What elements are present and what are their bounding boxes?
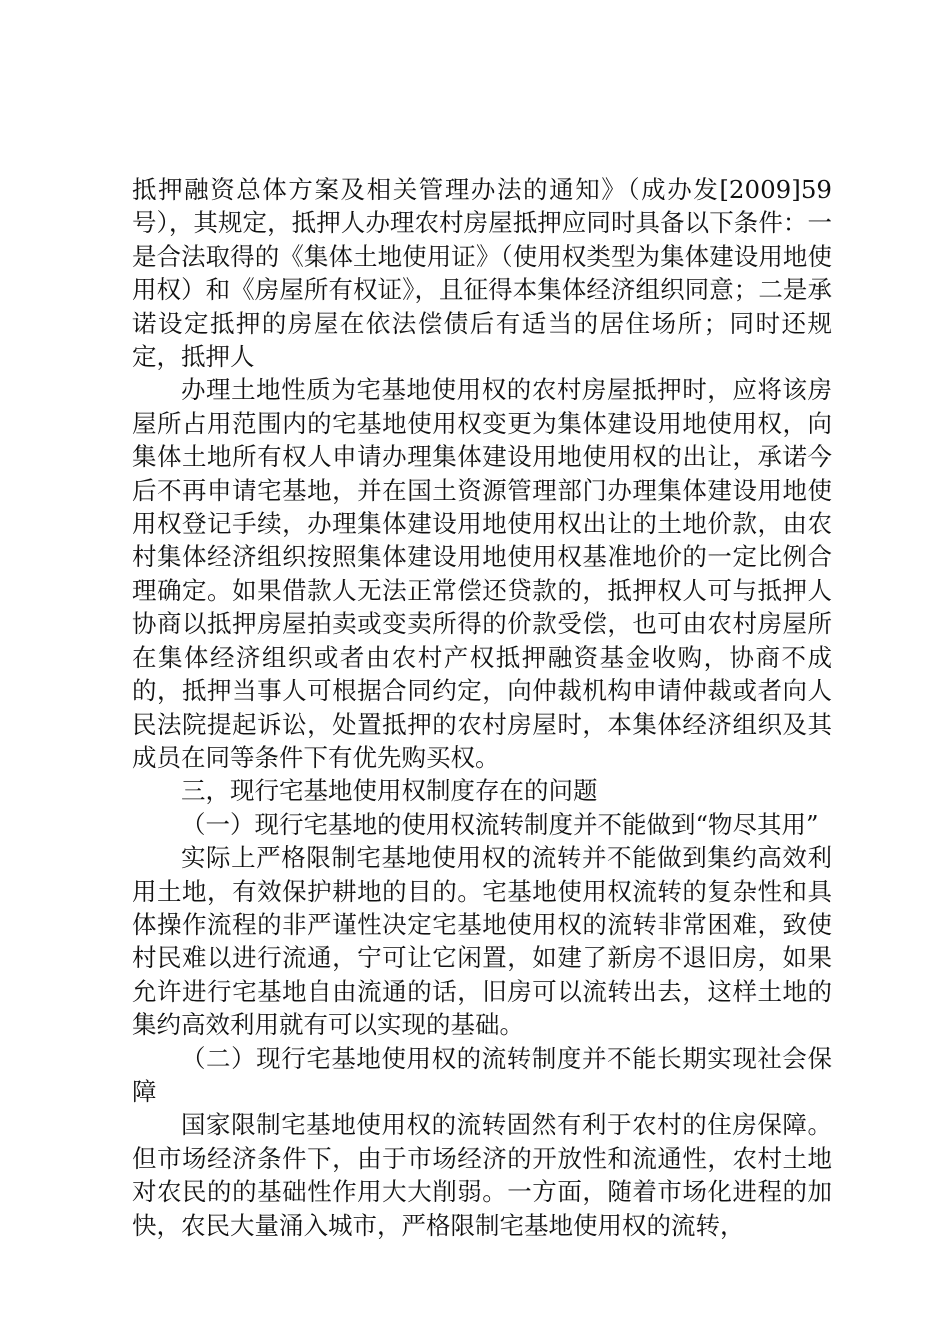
paragraph-social-security: 国家限制宅基地使用权的流转固然有利于农村的住房保障。但市场经济条件下，由于市场经济的开放性和流通性，农村土地对农民的的基础性作用大大削弱。一方面，随着市场化进程的加快，农民大量涌入城市，严格限制宅基地使用权的流转， (132, 1110, 832, 1240)
paragraph-land-use: 实际上严格限制宅基地使用权的流转并不能做到集约高效利用土地，有效保护耕地的目的。宅基地使用权流转的复杂性和具体操作流程的非严谨性决定宅基地使用权的流转非常困难，致使村民难以进行流通，宁可让它闲置，如建了新房不退旧房，如果允许进行宅基地自由流通的话，旧房可以流转出去，这样土地的集约高效利用就有可以实现的基础。 (132, 843, 832, 1040)
subheading-1: （一）现行宅基地的使用权流转制度并不能做到“物尽其用” (181, 809, 819, 839)
paragraph-continuation: 抵押融资总体方案及相关管理办法的通知》（成办发[2009]59号），其规定，抵押人办理农村房屋抵押应同时具备以下条件：一是合法取得的《集体土地使用证》（使用权类型为集体建设用地使用权）和《房屋所有权证》，且征得本集体经济组织同意；二是承诺设定抵押的房屋在依法偿债后有适当的居住场所；同时还规定，抵押人 (132, 175, 832, 372)
paragraph-mortgage-procedure: 办理土地性质为宅基地使用权的农村房屋抵押时，应将该房屋所占用范围内的宅基地使用权变更为集体建设用地使用权，向集体土地所有权人申请办理集体建设用地使用权的出让，承诺今后不再申请宅基地，并在国土资源管理部门办理集体建设用地使用权登记手续，办理集体建设用地使用权出让的土地价款，由农村集体经济组织按照集体建设用地使用权基准地价的一定比例合理确定。如果借款人无法正常偿还贷款的，抵押权人可与抵押人协商以抵押房屋拍卖或变卖所得的价款受偿，也可由农村房屋所在集体经济组织或者由农村产权抵押融资基金收购，协商不成的，抵押当事人可根据合同约定，向仲裁机构申请仲裁或者向人民法院提起诉讼，处置抵押的农村房屋时，本集体经济组织及其成员在同等条件下有优先购买权。 (132, 375, 832, 772)
document-body (132, 173, 832, 1242)
subheading-2: （二）现行宅基地使用权的流转制度并不能长期实现社会保障 (132, 1043, 832, 1106)
section-heading-3: 三，现行宅基地使用权制度存在的问题 (181, 776, 598, 806)
